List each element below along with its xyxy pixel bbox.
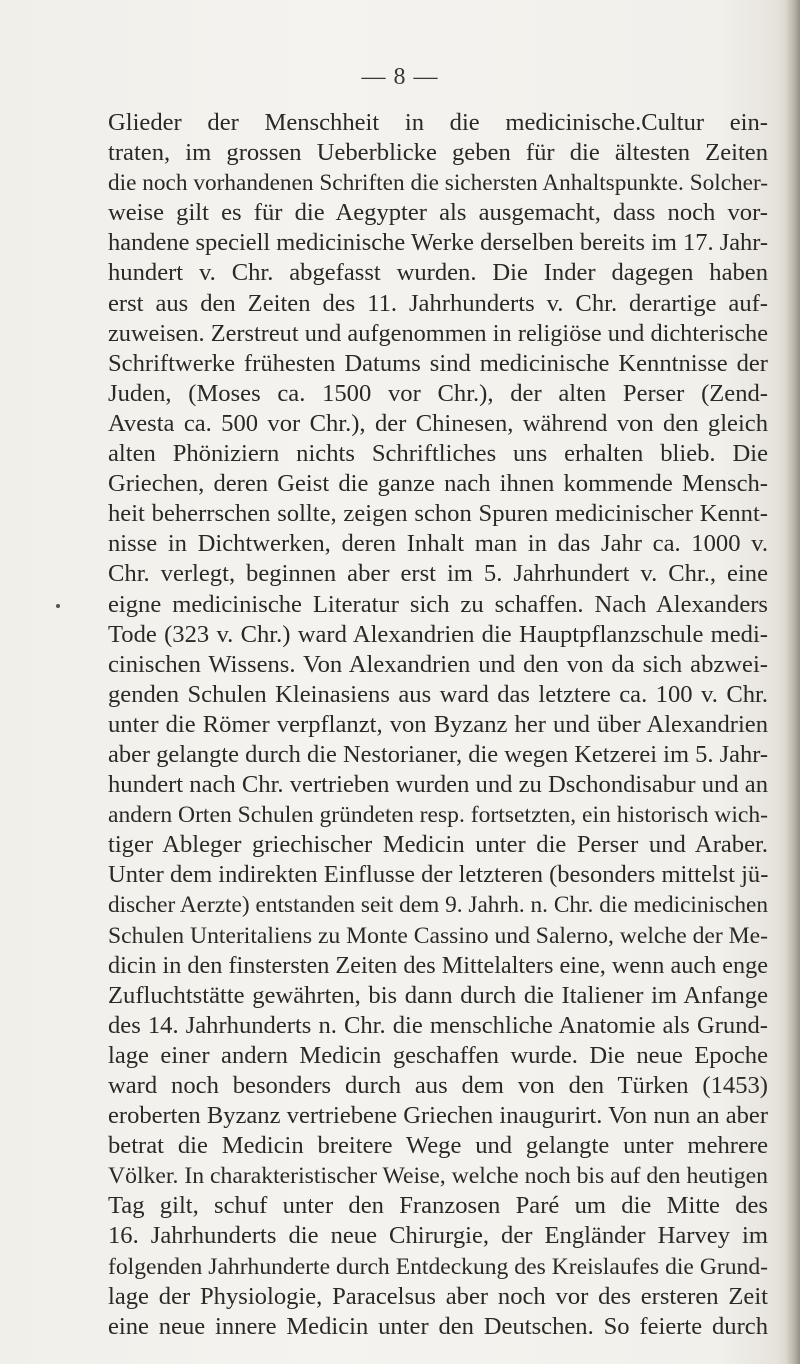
page-number: — 8 — [361, 64, 439, 90]
text-line: alten Phöniziern nichts Schriftliches uns erhalten blieb. Die [108, 440, 768, 468]
text-line: hundert nach Chr. vertrieben wurden und zu Dschondisabur und an [108, 771, 768, 799]
text-line: unter die Römer verpflanzt, von Byzanz her und über Alexandrien [108, 710, 768, 738]
text-line: 16. Jahrhunderts die neue Chirurgie, der Engländer Harvey im [108, 1222, 768, 1250]
text-line: Zufluchtstätte gewährten, bis dann durch die Italiener im Anfange [108, 981, 768, 1009]
text-line: genden Schulen Kleinasiens aus ward das letztere ca. 100 v. Chr. [108, 680, 768, 708]
text-line: eroberten Byzanz vertriebene Griechen inaugurirt. Von nun an aber [108, 1102, 768, 1130]
text-line: Tode (323 v. Chr.) ward Alexandrien die Hauptpflanzschule medi- [108, 620, 768, 648]
margin-mark [56, 604, 60, 608]
text-line: zuweisen. Zerstreut und aufgenommen in religiöse und dichterische [108, 319, 768, 347]
text-line: Glieder der Menschheit in die medicinische.Cultur ein- [108, 109, 768, 136]
body-text [108, 108, 768, 1342]
text-line: discher Aerzte) entstanden seit dem 9. Jahrh. n. Chr. die medicinischen [108, 892, 768, 919]
text-line: Chr. verlegt, beginnen aber erst im 5. Jahrhundert v. Chr., eine [108, 560, 768, 588]
text-line: aber gelangte durch die Nestorianer, die wegen Ketzerei im 5. Jahr- [108, 740, 768, 768]
text-line: Schriftwerke frühesten Datums sind medicinische Kenntnisse der [108, 349, 768, 377]
text-line: heit beherrschen sollte, zeigen schon Spuren medicinischer Kennt- [108, 500, 768, 528]
text-line: Völker. In charakteristischer Weise, welche noch bis auf den heutigen [108, 1163, 769, 1190]
text-line: erst aus den Zeiten des 11. Jahrhunderts v. Chr. derartige auf- [108, 289, 768, 317]
text-line: folgenden Jahrhunderte durch Entdeckung des Kreislaufes die Grund- [108, 1253, 768, 1280]
text-line: eine neue innere Medicin unter den Deutschen. So feierte durch [108, 1312, 768, 1340]
text-line: Unter dem indirekten Einflusse der letzteren (besonders mittelst jü- [108, 861, 769, 889]
text-line: cinischen Wissens. Von Alexandrien und den von da sich abzwei- [108, 650, 768, 678]
text-line: hundert v. Chr. abgefasst wurden. Die Inder dagegen haben [108, 259, 768, 287]
text-line: ward noch besonders durch aus dem von den Türken (1453) [108, 1072, 768, 1099]
text-line: tiger Ableger griechischer Medicin unter die Perser und Araber. [108, 831, 768, 859]
text-line: weise gilt es für die Aegypter als ausgemacht, dass noch vor- [108, 199, 768, 227]
text-line: Avesta ca. 500 vor Chr.), der Chinesen, während von den gleich [108, 409, 768, 437]
text-line: andern Orten Schulen gründeten resp. fortsetzten, ein historisch wich- [108, 802, 768, 829]
text-line: lage einer andern Medicin geschaffen wurde. Die neue Epoche [108, 1041, 768, 1069]
text-line: die noch vorhandenen Schriften die sichersten Anhaltspunkte. Solcher- [108, 170, 768, 197]
text-line: betrat die Medicin breitere Wege und gelangte unter mehrere [108, 1132, 768, 1160]
text-line: Griechen, deren Geist die ganze nach ihnen kommende Mensch- [108, 470, 768, 498]
text-line: Juden, (Moses ca. 1500 vor Chr.), der alten Perser (Zend- [108, 379, 768, 407]
page-edge-shadow [786, 0, 800, 1364]
text-line: des 14. Jahrhunderts n. Chr. die menschliche Anatomie als Grund- [108, 1011, 768, 1039]
text-line: eigne medicinische Literatur sich zu schaffen. Nach Alexanders [108, 590, 768, 618]
text-line: nisse in Dichtwerken, deren Inhalt man in das Jahr ca. 1000 v. [108, 530, 768, 558]
text-line: dicin in den finstersten Zeiten des Mittelalters eine, wenn auch enge [108, 951, 768, 979]
text-line: Tag gilt, schuf unter den Franzosen Paré um die Mitte des [108, 1192, 768, 1220]
text-line: traten, im grossen Ueberblicke geben für die ältesten Zeiten [108, 139, 768, 167]
text-line: handene speciell medicinische Werke derselben bereits im 17. Jahr- [108, 229, 769, 257]
text-line: Schulen Unteritaliens zu Monte Cassino und Salerno, welche der Me- [108, 922, 769, 949]
text-line: lage der Physiologie, Paracelsus aber noch vor des ersteren Zeit [108, 1282, 768, 1310]
